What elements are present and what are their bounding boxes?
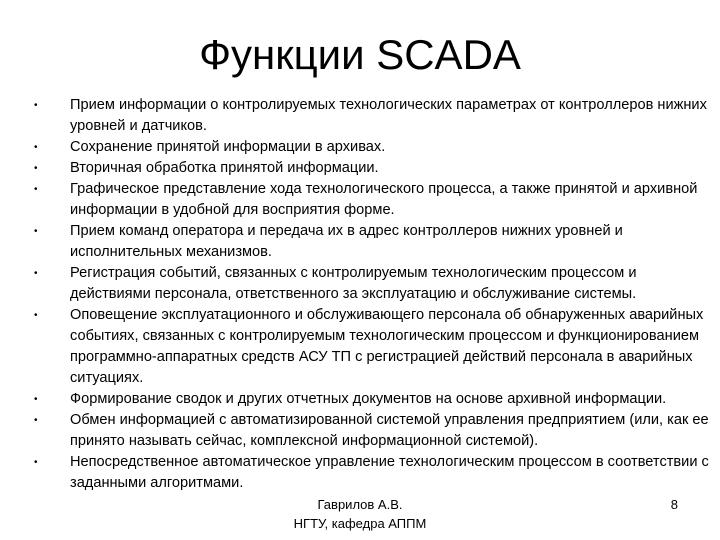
list-item-text: Прием информации о контролируемых технологических параметрах от контроллеров нижних уровней и датчиков. [70,97,707,134]
list-item [34,305,714,389]
list-item [34,389,714,410]
bullet-icon: • [34,457,38,468]
slide-title: Функции SCADA [199,31,521,78]
list-item-text: Непосредственное автоматическое управление технологическим процессом в соответствии с заданными алгоритмами. [70,454,709,491]
list-item-text: Формирование сводок и других отчетных документов на основе архивной информации. [70,391,667,407]
list-item [34,95,714,137]
list-item-text: Регистрация событий, связанных с контролируемым технологическим процессом и действиями персонала, ответственного за эксплуатацию и обслуживание системы. [70,265,637,302]
bullet-icon: • [34,268,38,279]
list-item-text: Вторичная обработка принятой информации. [70,160,379,176]
list-item-text: Оповещение эксплуатационного и обслуживающего персонала об обнаруженных аварийных событиях, связанных с контролируемым технологическим процессом и функционированием программно-аппаратных средств АСУ ТП с регистрацией действий персонала в аварийных ситуациях. [70,307,704,386]
bullet-icon: • [34,163,38,174]
footer-author: Гаврилов А.В. [317,497,403,512]
list-item [34,263,714,305]
bullet-icon: • [34,310,38,321]
list-item [34,137,714,158]
bullet-icon: • [34,184,38,195]
bullet-icon: • [34,142,38,153]
list-item [34,221,714,263]
list-item [34,158,714,179]
bullet-icon: • [34,226,38,237]
functions-list [34,95,714,494]
list-item-text: Прием команд оператора и передача их в адрес контроллеров нижних уровней и исполнительных механизмов. [70,223,623,260]
list-item-text: Обмен информацией с автоматизированной системой управления предприятием (или, как ее принято называть сейчас, комплексной информационной системой). [70,412,709,449]
list-item-text: Графическое представление хода технологического процесса, а также принятой и архивной информации в удобной для восприятия форме. [70,181,698,218]
page-number: 8 [670,497,678,512]
list-item-text: Сохранение принятой информации в архивах. [70,139,386,155]
list-item [34,179,714,221]
bullet-icon: • [34,394,38,405]
bullet-icon: • [34,415,38,426]
footer-department: НГТУ, кафедра АППМ [293,516,427,531]
list-item [34,410,714,452]
list-item [34,452,714,494]
bullet-icon: • [34,100,38,111]
